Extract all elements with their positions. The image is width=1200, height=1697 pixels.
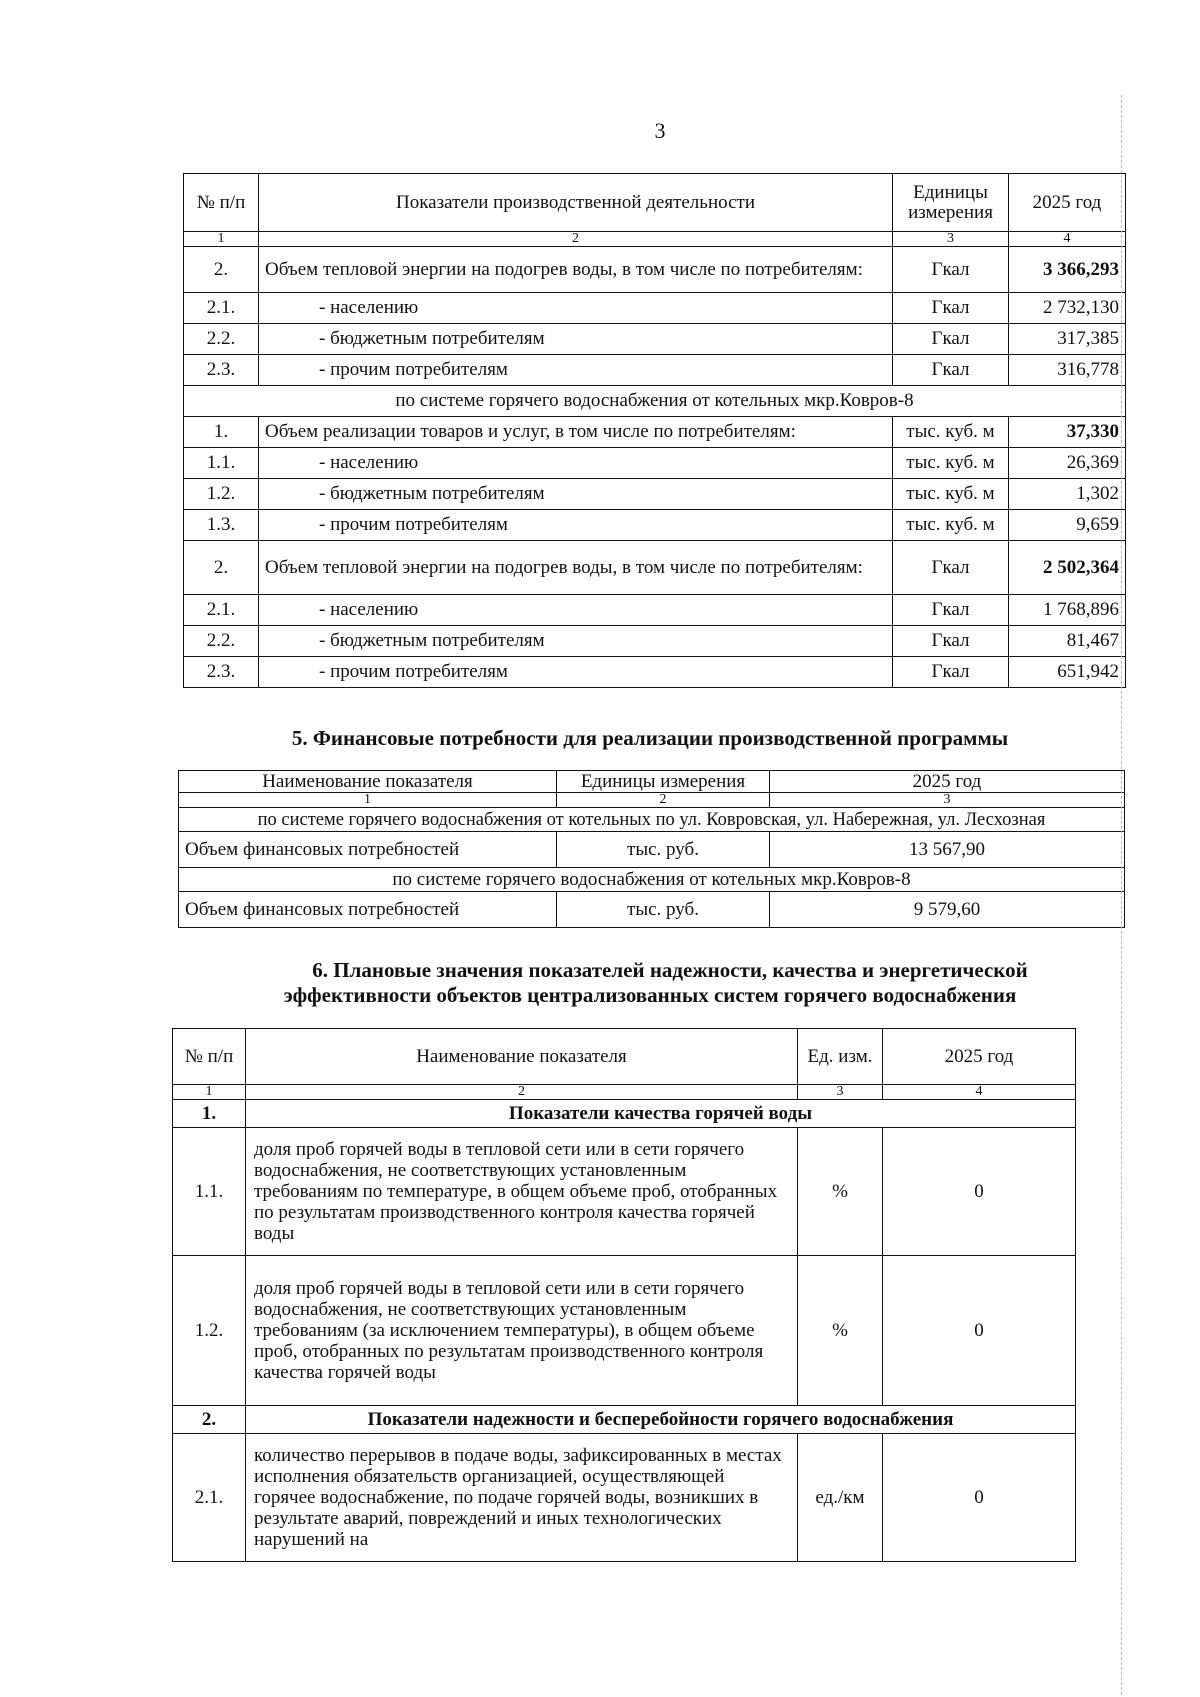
row-num: 2.2.: [184, 324, 259, 355]
row-unit: тыс. куб. м: [893, 417, 1009, 448]
table-row: [184, 510, 1126, 541]
row-unit: Гкал: [893, 626, 1009, 657]
col-number: 2: [259, 232, 893, 247]
col-number: 3: [893, 232, 1009, 247]
group-row: [173, 1406, 1076, 1434]
header-num: № п/п: [173, 1029, 246, 1085]
row-name: - бюджетным потребителям: [259, 324, 893, 355]
row-name: Объем тепловой энергии на подогрев воды, в том числе по потребителям:: [259, 247, 893, 293]
row-name: - прочим потребителям: [259, 355, 893, 386]
row-value: 81,467: [1009, 626, 1126, 657]
col-number: 3: [770, 793, 1125, 808]
header-unit: Единицы измерения: [893, 174, 1009, 232]
row-unit: Гкал: [893, 355, 1009, 386]
production-indicators-table: [183, 173, 1126, 688]
section5-title: 5. Финансовые потребности для реализации производственной программы: [291, 726, 1009, 750]
table-header-row: [184, 174, 1126, 232]
table-row: [184, 479, 1126, 510]
row-unit: тыс. руб.: [557, 892, 770, 928]
row-num: 2.1.: [184, 293, 259, 324]
row-unit: тыс. руб.: [557, 832, 770, 868]
row-num: 1.2.: [173, 1256, 246, 1406]
section6-title-line2: эффективности объектов централизованных систем горячего водоснабжения: [283, 983, 1017, 1007]
row-text: количество перерывов в подаче воды, зафиксированных в местах исполнения обязательств организацией, осуществляющей горячее водоснабжение, по подаче горячей воды, возникших в результате аварий, повреждений и иных технологических нарушений на: [246, 1434, 798, 1562]
col-number: 4: [883, 1085, 1076, 1100]
col-number: 4: [1009, 232, 1126, 247]
row-num: 1.1.: [173, 1128, 246, 1256]
table-row: [179, 892, 1125, 928]
row-value: 1,302: [1009, 479, 1126, 510]
row-num: 1.1.: [184, 448, 259, 479]
header-unit: Единицы измерения: [557, 771, 770, 793]
row-value: 1 768,896: [1009, 595, 1126, 626]
row-num: 2.: [184, 541, 259, 595]
reliability-indicators-table: [172, 1028, 1076, 1562]
row-value: 0: [883, 1256, 1076, 1406]
section-row: [184, 386, 1126, 417]
row-unit: ед./км: [798, 1434, 883, 1562]
group-title: по системе горячего водоснабжения от котельных по ул. Ковровская, ул. Набережная, ул. Лесхозная: [179, 808, 1125, 832]
group-num: 2.: [173, 1406, 246, 1434]
row-name: - бюджетным потребителям: [259, 479, 893, 510]
table-row: [179, 832, 1125, 868]
row-value: 9,659: [1009, 510, 1126, 541]
section-title: по системе горячего водоснабжения от котельных мкр.Ковров-8: [184, 386, 1126, 417]
col-number: 1: [173, 1085, 246, 1100]
col-number: 3: [798, 1085, 883, 1100]
group-row: [173, 1100, 1076, 1128]
header-year: 2025 год: [770, 771, 1125, 793]
row-num: 2.2.: [184, 626, 259, 657]
financial-needs-table: [178, 770, 1125, 928]
table-row: [173, 1434, 1076, 1562]
header-year: 2025 год: [1009, 174, 1126, 232]
group-num: 1.: [173, 1100, 246, 1128]
table-header-row: [173, 1029, 1076, 1085]
page-number: 3: [654, 118, 666, 143]
row-unit: тыс. куб. м: [893, 510, 1009, 541]
header-indicator: Показатели производственной деятельности: [259, 174, 893, 232]
row-name: - населению: [259, 293, 893, 324]
row-name: Объем реализации товаров и услуг, в том числе по потребителям:: [259, 417, 893, 448]
row-unit: %: [798, 1256, 883, 1406]
table-row: [184, 626, 1126, 657]
group-title: Показатели надежности и бесперебойности горячего водоснабжения: [246, 1406, 1076, 1434]
row-num: 2.3.: [184, 657, 259, 688]
col-number: 2: [557, 793, 770, 808]
row-name: - населению: [259, 448, 893, 479]
col-number: 1: [184, 232, 259, 247]
scan-edge-mark: [1120, 95, 1122, 1695]
table-row: [184, 293, 1126, 324]
row-name: - населению: [259, 595, 893, 626]
row-unit: %: [798, 1128, 883, 1256]
row-unit: Гкал: [893, 541, 1009, 595]
group-title: Показатели качества горячей воды: [246, 1100, 1076, 1128]
row-num: 1.3.: [184, 510, 259, 541]
table-row: [184, 595, 1126, 626]
row-unit: Гкал: [893, 247, 1009, 293]
row-unit: тыс. куб. м: [893, 479, 1009, 510]
row-value: 37,330: [1009, 417, 1126, 448]
row-unit: Гкал: [893, 657, 1009, 688]
row-text: доля проб горячей воды в тепловой сети или в сети горячего водоснабжения, не соответствующих установленным требованиям по температуре, в общем объеме проб, отобранных по результатам производственного контроля качества горячей воды: [246, 1128, 798, 1256]
group-title: по системе горячего водоснабжения от котельных мкр.Ковров-8: [179, 868, 1125, 892]
table-row: [173, 1128, 1076, 1256]
table-row: [184, 417, 1126, 448]
table-row: [184, 657, 1126, 688]
table-row: [184, 324, 1126, 355]
row-value: 2 732,130: [1009, 293, 1126, 324]
row-num: 2.1.: [173, 1434, 246, 1562]
row-name: - прочим потребителям: [259, 657, 893, 688]
row-num: 2.1.: [184, 595, 259, 626]
row-value: 0: [883, 1128, 1076, 1256]
table-row: [184, 247, 1126, 293]
table-row: [184, 355, 1126, 386]
column-number-row: [184, 232, 1126, 247]
row-value: 13 567,90: [770, 832, 1125, 868]
section-row: [179, 868, 1125, 892]
row-value: 317,385: [1009, 324, 1126, 355]
table-row: [173, 1256, 1076, 1406]
row-unit: Гкал: [893, 324, 1009, 355]
row-value: 9 579,60: [770, 892, 1125, 928]
row-value: 0: [883, 1434, 1076, 1562]
table-header-row: [179, 771, 1125, 793]
row-name: Объем финансовых потребностей: [179, 892, 557, 928]
column-number-row: [173, 1085, 1076, 1100]
row-value: 2 502,364: [1009, 541, 1126, 595]
row-value: 26,369: [1009, 448, 1126, 479]
section-row: [179, 808, 1125, 832]
row-value: 651,942: [1009, 657, 1126, 688]
row-value: 3 366,293: [1009, 247, 1126, 293]
row-name: Объем финансовых потребностей: [179, 832, 557, 868]
row-name: - прочим потребителям: [259, 510, 893, 541]
header-name: Наименование показателя: [246, 1029, 798, 1085]
row-value: 316,778: [1009, 355, 1126, 386]
row-num: 1.2.: [184, 479, 259, 510]
row-unit: Гкал: [893, 293, 1009, 324]
table-row: [184, 448, 1126, 479]
header-year: 2025 год: [883, 1029, 1076, 1085]
section6-title-line1: 6. Плановые значения показателей надежности, качества и энергетической: [312, 958, 1028, 982]
col-number: 1: [179, 793, 557, 808]
row-unit: тыс. куб. м: [893, 448, 1009, 479]
header-unit: Ед. изм.: [798, 1029, 883, 1085]
column-number-row: [179, 793, 1125, 808]
row-text: доля проб горячей воды в тепловой сети или в сети горячего водоснабжения, не соответствующих установленным требованиям (за исключением температуры), в общем объеме проб, отобранных по результатам производственного контроля качества горячей воды: [246, 1256, 798, 1406]
row-num: 2.: [184, 247, 259, 293]
col-number: 2: [246, 1085, 798, 1100]
row-unit: Гкал: [893, 595, 1009, 626]
header-name: Наименование показателя: [179, 771, 557, 793]
table-row: [184, 541, 1126, 595]
row-num: 1.: [184, 417, 259, 448]
row-num: 2.3.: [184, 355, 259, 386]
row-name: - бюджетным потребителям: [259, 626, 893, 657]
header-num: № п/п: [184, 174, 259, 232]
row-name: Объем тепловой энергии на подогрев воды, в том числе по потребителям:: [259, 541, 893, 595]
